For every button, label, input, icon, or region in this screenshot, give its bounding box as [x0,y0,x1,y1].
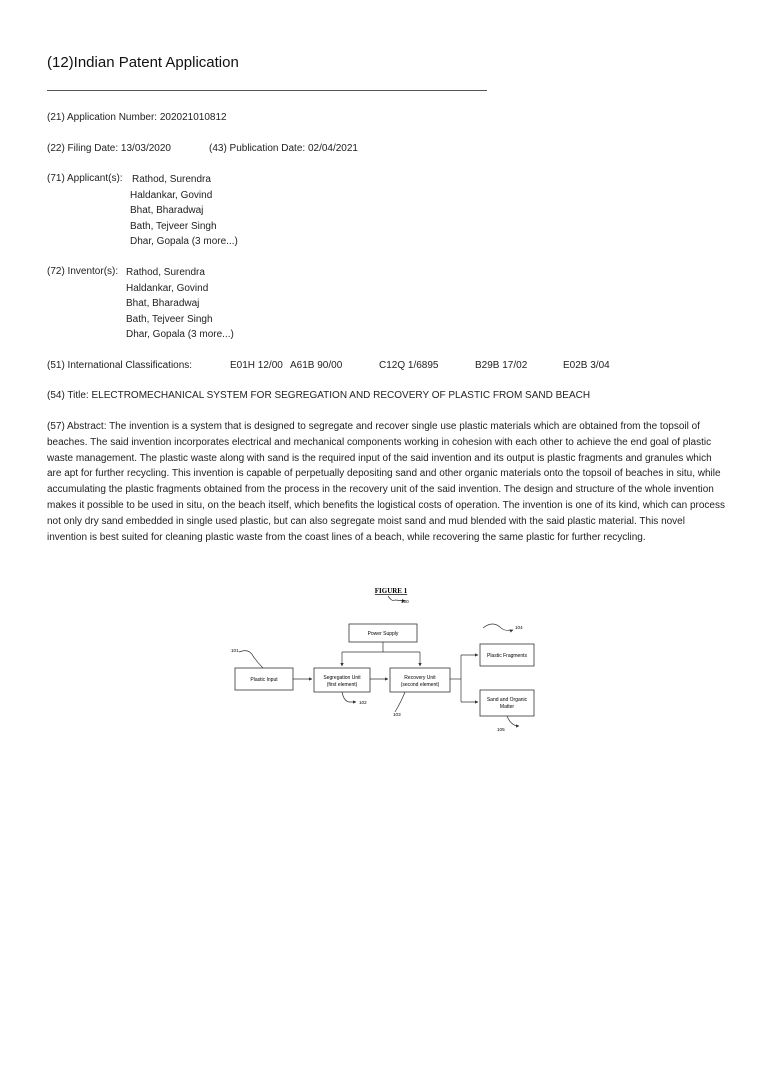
sand-organic-box [480,690,534,716]
document-title: (12)Indian Patent Application [47,54,239,71]
ref-104-arrow [483,624,513,631]
inventors-list [126,265,234,343]
ref-105-label: 105 [497,727,505,732]
figure-1-diagram [225,582,545,757]
figure-title: FIGURE 1 [374,587,408,595]
segregation-unit-label: Segregation Unit [323,675,361,681]
ref-104-label: 104 [515,625,523,630]
applicants-list [130,172,238,250]
applicant-name: Haldankar, Govind [130,189,213,201]
ref-102-label: 102 [359,700,367,705]
plastic-input-label: Plastic Input [250,677,278,683]
classification-code: A61B 90/00 [290,360,343,371]
inventor-name: Bath, Tejveer Singh [126,313,213,325]
applicant-name: Dhar, Gopala (3 more...) [130,236,238,248]
inventors-label: (72) Inventor(s): [47,266,119,277]
segregation-unit-sub: (first element) [326,682,358,688]
classification-code: E02B 3/04 [563,360,610,371]
classification-code: B29B 17/02 [475,360,528,371]
flow-diagram [225,582,545,757]
patent-title: (54) Title: ELECTROMECHANICAL SYSTEM FOR SEGREGATION AND RECOVERY OF PLASTIC FROM SAND BEACH [47,390,591,401]
recovery-unit-sub: (second element) [400,682,440,688]
ref-101-arrow [239,651,263,668]
filing-date: (22) Filing Date: 13/03/2020 [47,143,171,154]
recovery-unit-label: Recovery Unit [404,675,436,681]
ref-105-arrow [507,716,519,726]
inventor-name: Dhar, Gopala (3 more...) [126,329,234,341]
ref-100-label: 100 [401,599,409,604]
classification-code: C12Q 1/6895 [379,360,439,371]
plastic-fragments-label: Plastic Fragments [486,653,528,659]
inventor-name: Haldankar, Govind [126,282,209,294]
applicant-name: Bath, Tejveer Singh [130,220,217,232]
applicant-name: Rathod, Surendra [132,174,211,185]
ref-101-label: 101 [231,648,239,653]
sand-organic-label-1: Sand and Organic [486,697,528,703]
inventor-name: Rathod, Surendra [126,267,205,278]
inventor-name: Bhat, Bharadwaj [126,298,200,310]
ref-102-arrow [342,692,356,702]
classifications-label: (51) International Classifications: [47,360,193,371]
abstract-text: (57) Abstract: The invention is a system that is designed to segregate and recover single use plastic materials which are obtained from the topsoil of beaches. The said invention incorporates electrical and mechanical components working in cohesion with each other to achieve the end goal of plastic waste management. The plastic waste along with sand is the required input of the said invention and its output is plastic fragments and granules which are apt for further recycling. This invention is capable of perpetually depositing sand and other organic materials onto the topsoil of beaches in situ, while accumulating the plastic fragments obtained from the process in the recovery unit of the said invention. The design and structure of the whole invention makes it possible to be used in situ, on the beach itself, which benefits the logistical costs of operation. The invention is one of its kind, which can process not only dry sand embedded in single used plastic, but can also segregate moist sand and mud blended with the said plastic material. This novel invention is best suited for cleaning plastic waste from the coast lines of a beach, while recovering the same plastic for further recycling. [47,421,725,543]
ref-103-arrow [395,692,405,712]
ref-103-label: 103 [393,712,401,717]
publication-date: (43) Publication Date: 02/04/2021 [209,143,358,154]
applicants-label: (71) Applicant(s): [47,173,123,184]
title-divider [47,90,487,91]
classification-code: E01H 12/00 [230,360,283,371]
sand-organic-label-2: Matter [499,704,515,710]
power-supply-label: Power Supply [367,631,399,637]
applicant-name: Bhat, Bharadwaj [130,205,204,217]
application-number: (21) Application Number: 202021010812 [47,112,227,123]
